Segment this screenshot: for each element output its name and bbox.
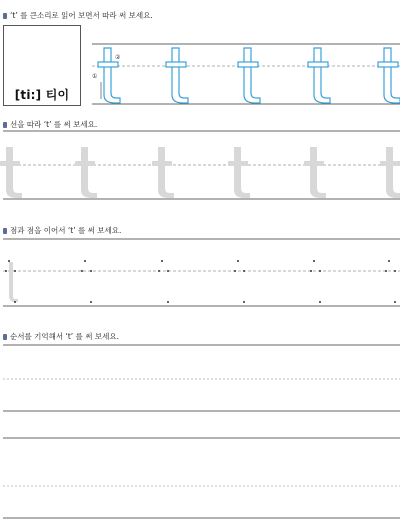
dot-example-letter bbox=[9, 262, 18, 302]
guide-dot bbox=[394, 301, 396, 303]
guide-number-1: ① bbox=[92, 73, 98, 80]
trace-letter-t bbox=[0, 147, 22, 198]
trace-letter-t bbox=[228, 147, 250, 198]
guide-dot bbox=[388, 260, 390, 262]
guide-dot bbox=[394, 270, 396, 272]
section3-lines bbox=[3, 239, 400, 306]
letter-card bbox=[3, 25, 81, 106]
guide-dot bbox=[313, 260, 315, 262]
outlined-letter-t bbox=[238, 48, 260, 103]
section2-lines bbox=[3, 131, 400, 199]
trace-letter-row bbox=[0, 147, 400, 198]
guide-dot bbox=[167, 270, 169, 272]
guide-dot bbox=[14, 301, 16, 303]
pronunciation-label: [ti:] 티이 bbox=[14, 88, 70, 102]
guide-dot bbox=[310, 270, 312, 272]
outlined-letter-t bbox=[308, 48, 330, 103]
trace-letter-t bbox=[304, 147, 326, 198]
outlined-letter-t bbox=[378, 48, 400, 103]
trace-letter-t bbox=[380, 147, 400, 198]
instruction-text: 순서를 기억해서 ‘t’ 를 써 보세요. bbox=[10, 332, 119, 341]
trace-letter-t bbox=[75, 147, 97, 198]
instruction-text: ‘t’ 를 큰소리로 읽어 보면서 따라 써 보세요. bbox=[10, 11, 153, 20]
guide-dot bbox=[319, 270, 321, 272]
guide-dot bbox=[14, 270, 16, 272]
dot-guide-row bbox=[5, 260, 396, 303]
guide-dot bbox=[161, 260, 163, 262]
guide-dot bbox=[234, 270, 236, 272]
guide-dot bbox=[167, 301, 169, 303]
guide-dot bbox=[8, 260, 10, 262]
section4-lines bbox=[3, 345, 400, 518]
instruction-text: 선을 따라 ‘t’ 를 써 보세요. bbox=[10, 120, 98, 129]
instruction-text: 점과 점을 이어서 ‘t’ 를 써 보세요. bbox=[10, 226, 122, 235]
outlined-letter-t bbox=[166, 48, 188, 103]
guide-dot bbox=[84, 260, 86, 262]
guide-dot bbox=[385, 270, 387, 272]
outline-letter-row bbox=[98, 48, 400, 103]
guide-dot bbox=[158, 270, 160, 272]
guide-dot bbox=[5, 270, 7, 272]
guide-number-2: ② bbox=[115, 54, 121, 61]
guide-dot bbox=[90, 301, 92, 303]
guide-dot bbox=[243, 301, 245, 303]
guide-dot bbox=[237, 260, 239, 262]
guide-dot bbox=[90, 270, 92, 272]
trace-letter-t bbox=[152, 147, 174, 198]
guide-dot bbox=[319, 301, 321, 303]
guide-dot bbox=[243, 270, 245, 272]
guide-dot bbox=[81, 270, 83, 272]
